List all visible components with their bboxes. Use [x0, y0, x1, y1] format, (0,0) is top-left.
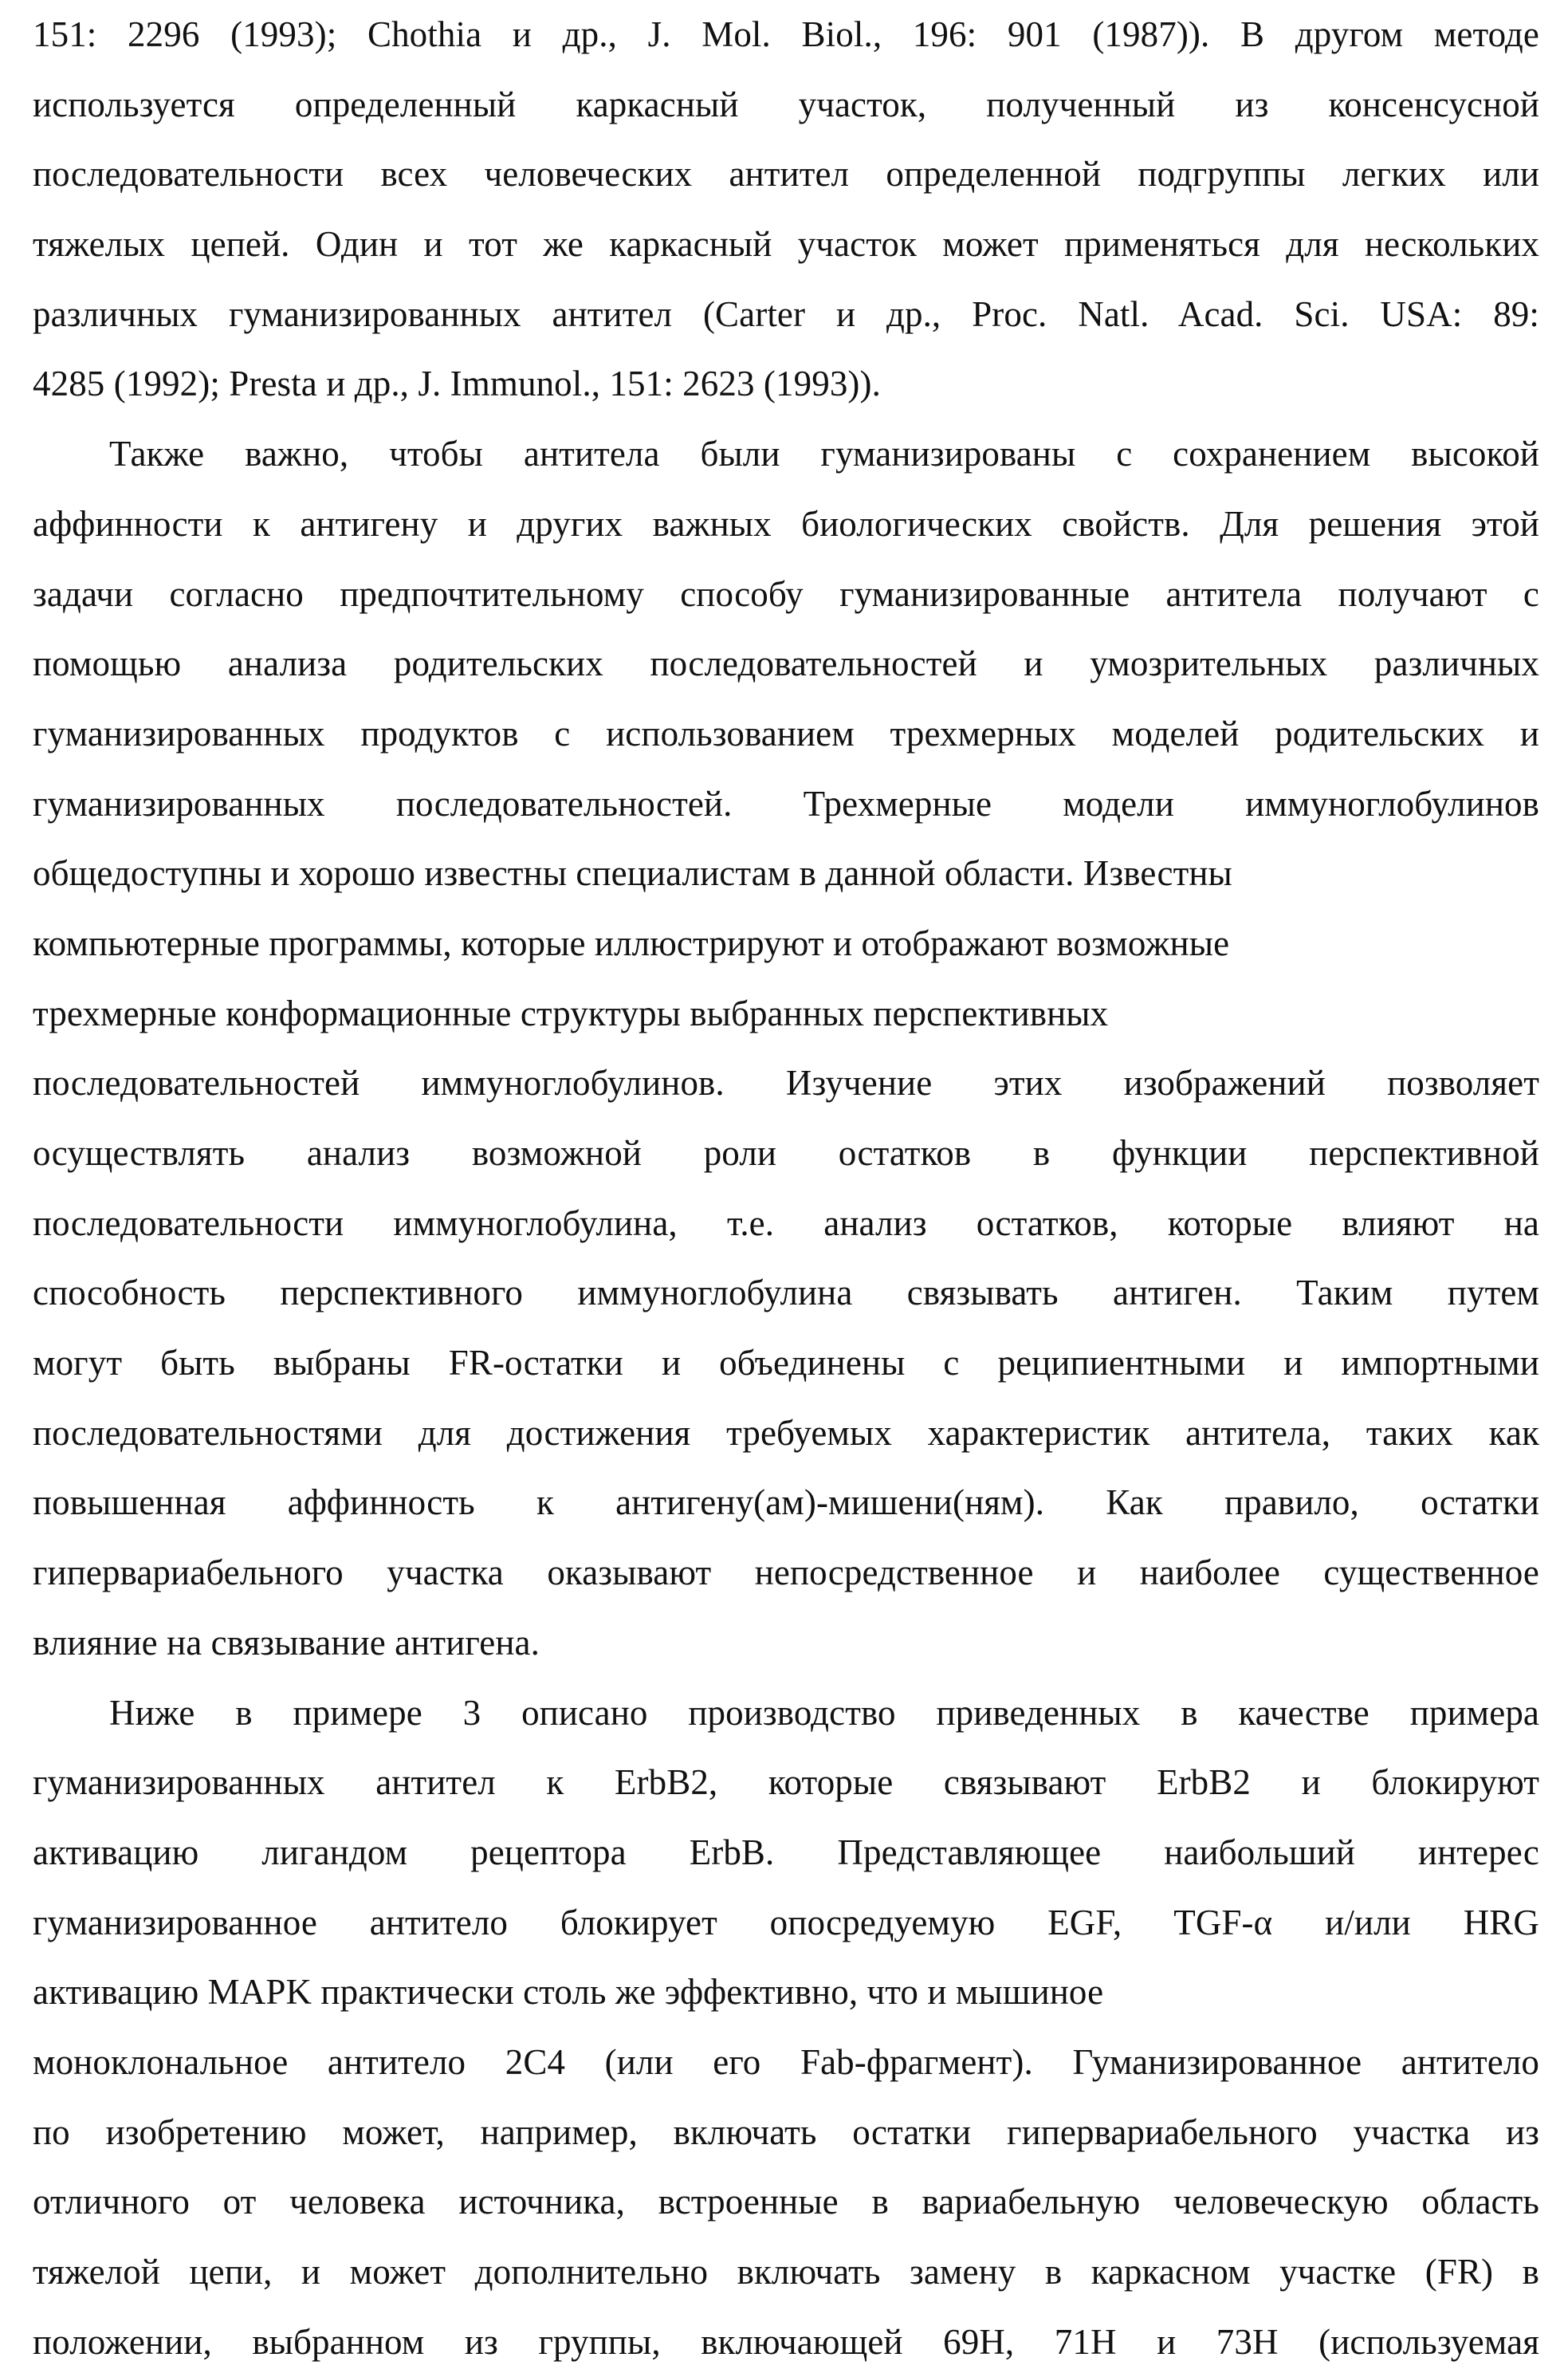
text-line: отличного от человека источника, встроенные в вариабельную человеческую область — [33, 2167, 1539, 2237]
text-line: гуманизированных антител к ErbB2, которые связывают ErbB2 и блокируют — [33, 1748, 1539, 1818]
text-line: трехмерные конформационные структуры выбранных перспективных — [33, 979, 1539, 1049]
text-line: активацию MAPK практически столь же эффективно, что и мышиное — [33, 1958, 1539, 2028]
text-line: задачи согласно предпочтительному способу гуманизированные антитела получают с — [33, 560, 1539, 630]
text-line: 4285 (1992); Presta и др., J. Immunol., 151: 2623 (1993)). — [33, 349, 1539, 419]
text-line: тяжелых цепей. Один и тот же каркасный участок может применяться для нескольких — [33, 210, 1539, 280]
text-line: 151: 2296 (1993); Chothia и др., J. Mol. Biol., 196: 901 (1987)). В другом методе — [33, 0, 1539, 70]
text-line: последовательностями для достижения требуемых характеристик антитела, таких как — [33, 1399, 1539, 1469]
text-line: Ниже в примере 3 описано производство приведенных в качестве примера — [33, 1678, 1539, 1749]
text-line: помощью анализа родительских последовательностей и умозрительных различных — [33, 629, 1539, 699]
text-line: могут быть выбраны FR-остатки и объединены с реципиентными и импортными — [33, 1328, 1539, 1399]
text-line: осуществлять анализ возможной роли остатков в функции перспективной — [33, 1119, 1539, 1189]
text-line: гипервариабельного участка оказывают непосредственное и наиболее существенное — [33, 1538, 1539, 1608]
text-line: способность перспективного иммуноглобулина связывать антиген. Таким путем — [33, 1258, 1539, 1328]
text-line: последовательностей иммуноглобулинов. Изучение этих изображений позволяет — [33, 1049, 1539, 1119]
text-line: положении, выбранном из группы, включающей 69H, 71H и 73H (используемая — [33, 2308, 1539, 2377]
text-line: повышенная аффинность к антигену(ам)-мишени(ням). Как правило, остатки — [33, 1468, 1539, 1538]
text-line: используется определенный каркасный участок, полученный из консенсусной — [33, 70, 1539, 140]
text-line: компьютерные программы, которые иллюстрируют и отображают возможные — [33, 909, 1539, 979]
text-line: гуманизированных последовательностей. Трехмерные модели иммуноглобулинов — [33, 769, 1539, 840]
document-page — [33, 0, 1539, 2377]
paragraph — [33, 0, 1539, 419]
paragraph — [33, 1678, 1539, 2377]
text-line: гуманизированных продуктов с использованием трехмерных моделей родительских и — [33, 699, 1539, 769]
text-line: активацию лигандом рецептора ErbB. Представляющее наибольший интерес — [33, 1818, 1539, 1888]
text-line: моноклональное антитело 2C4 (или его Fab-фрагмент). Гуманизированное антитело — [33, 2028, 1539, 2098]
text-line: различных гуманизированных антител (Carter и др., Proc. Natl. Acad. Sci. USA: 89: — [33, 280, 1539, 350]
text-line: последовательности иммуноглобулина, т.е. анализ остатков, которые влияют на — [33, 1189, 1539, 1259]
text-line: по изобретению может, например, включать остатки гипервариабельного участка из — [33, 2098, 1539, 2168]
text-line: Также важно, чтобы антитела были гуманизированы с сохранением высокой — [33, 419, 1539, 490]
text-line: влияние на связывание антигена. — [33, 1608, 1539, 1678]
text-line: тяжелой цепи, и может дополнительно включать замену в каркасном участке (FR) в — [33, 2237, 1539, 2308]
text-line: аффинности к антигену и других важных биологических свойств. Для решения этой — [33, 490, 1539, 560]
paragraph — [33, 419, 1539, 1678]
text-line: последовательности всех человеческих антител определенной подгруппы легких или — [33, 140, 1539, 210]
text-line: общедоступны и хорошо известны специалистам в данной области. Известны — [33, 839, 1539, 909]
text-line: гуманизированное антитело блокирует опосредуемую EGF, TGF-α и/или HRG — [33, 1888, 1539, 1958]
